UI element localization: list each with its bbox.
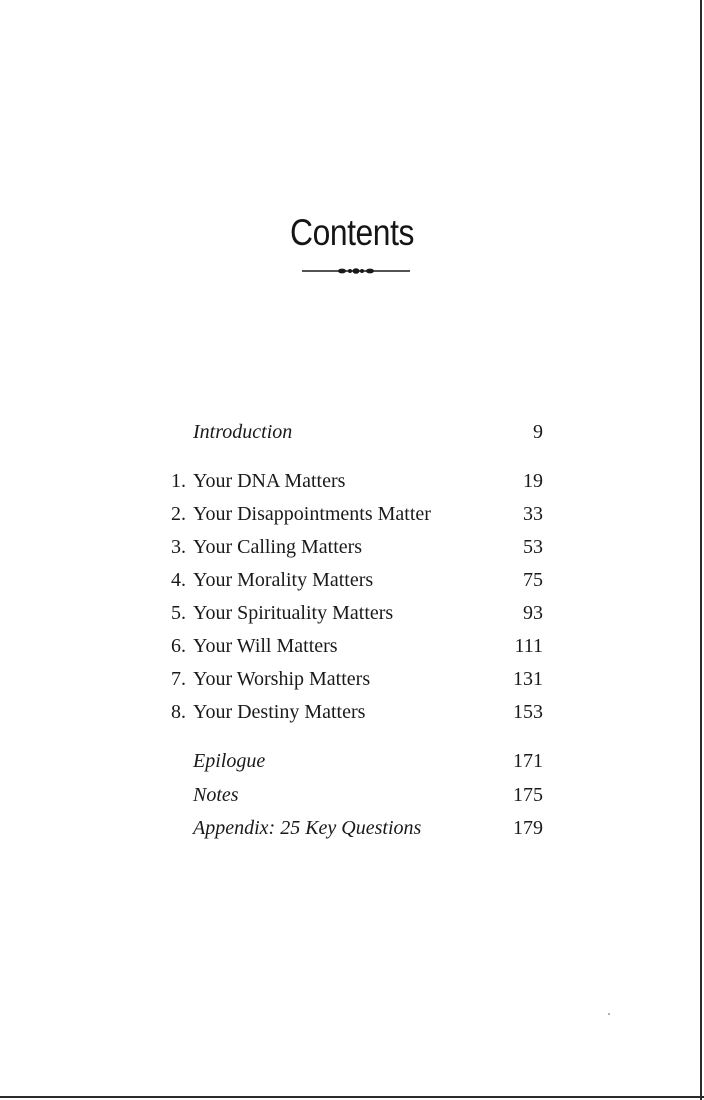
toc-entry-page: 33 [523,503,543,525]
toc-entry-number: 8. [171,701,186,723]
ornament-divider [300,264,412,278]
toc-entry-page: 171 [513,750,543,772]
toc-entry-label: Notes [193,784,239,806]
toc-entry-label: Your Morality Matters [193,569,374,591]
paper-speck [608,1013,610,1015]
toc-entry-chapter-4[interactable] [0,565,704,595]
toc-entry-page: 9 [533,421,543,443]
toc-entry-page: 19 [523,470,543,492]
toc-entry-number: 2. [171,503,186,525]
page-edge-bottom [0,1096,704,1098]
toc-entry-number: 4. [171,569,186,591]
toc-entry-label: Your Disappointments Matter [193,503,431,525]
toc-entry-label: Your Spirituality Matters [193,602,394,624]
toc-entry-introduction[interactable] [0,417,704,447]
toc-entry-number: 6. [171,635,186,657]
toc-entry-chapter-6[interactable] [0,631,704,661]
toc-entry-chapter-1[interactable] [0,466,704,496]
toc-entry-page: 131 [513,668,543,690]
toc-entry-chapter-7[interactable] [0,664,704,694]
toc-entry-label: Your Destiny Matters [193,701,366,723]
toc-entry-page: 111 [514,635,543,657]
toc-entry-number: 5. [171,602,186,624]
toc-entry-page: 75 [523,569,543,591]
toc-entry-chapter-8[interactable] [0,697,704,727]
toc-entry-number: 7. [171,668,186,690]
toc-entry-label: Appendix: 25 Key Questions [193,817,422,839]
page-title: Contents [290,212,414,253]
toc-entry-number: 3. [171,536,186,558]
toc-entry-appendix[interactable] [0,813,704,843]
toc-entry-label: Your Will Matters [193,635,338,657]
toc-entry-chapter-2[interactable] [0,499,704,529]
toc-entry-page: 175 [513,784,543,806]
toc-entry-page: 53 [523,536,543,558]
toc-entry-page: 179 [513,817,543,839]
toc-entry-chapter-5[interactable] [0,598,704,628]
toc-entry-notes[interactable] [0,780,704,810]
toc-entry-page: 153 [513,701,543,723]
toc-entry-label: Your DNA Matters [193,470,346,492]
toc-entry-label: Your Calling Matters [193,536,363,558]
toc-entry-chapter-3[interactable] [0,532,704,562]
toc-entry-number: 1. [171,470,186,492]
toc-entry-epilogue[interactable] [0,746,704,776]
toc-entry-label: Your Worship Matters [193,668,371,690]
toc-entry-label: Epilogue [193,750,266,772]
toc-entry-label: Introduction [193,421,293,443]
toc-entry-page: 93 [523,602,543,624]
